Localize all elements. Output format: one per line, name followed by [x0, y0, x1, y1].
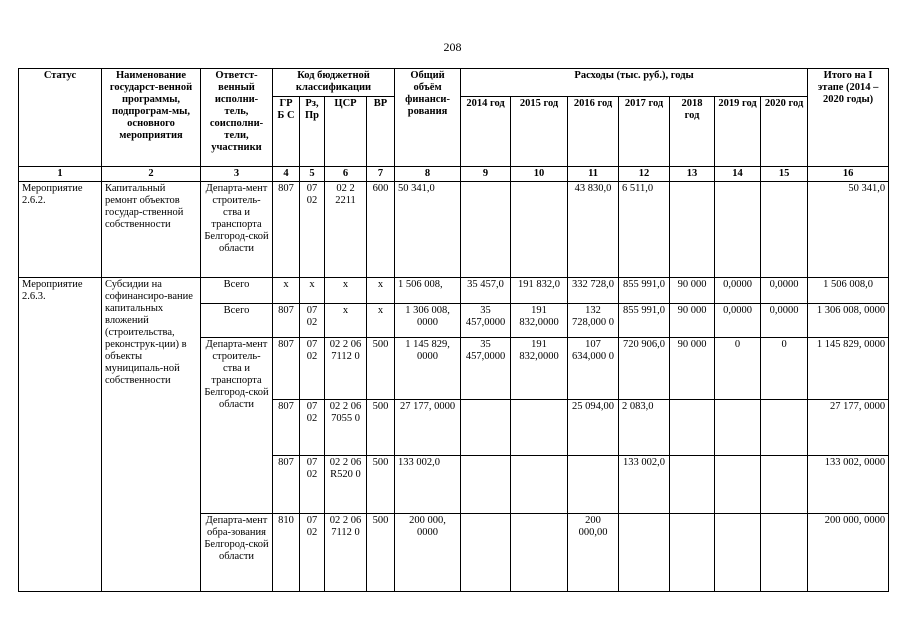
col-number: 5 [300, 167, 325, 182]
col-number: 7 [367, 167, 395, 182]
col-number: 3 [201, 167, 273, 182]
cell-2015: 191 832,0000 [511, 304, 568, 338]
header-stage-total: Итого на I этапе (2014 – 2020 годы) [808, 69, 889, 167]
cell-2014: 35 457,0000 [461, 338, 511, 400]
cell-2014 [461, 400, 511, 456]
cell-2017: 2 083,0 [619, 400, 670, 456]
col-number: 9 [461, 167, 511, 182]
header-grbs: ГРБ С [273, 97, 300, 167]
cell-2016 [568, 456, 619, 514]
cell-2015 [511, 400, 568, 456]
row-executor: Всего [201, 304, 273, 338]
row-program-name: Капитальный ремонт объектов государ-ственной собственности [102, 182, 201, 278]
header-year-2018: 2018 год [670, 97, 715, 167]
cell-grbs: 807 [273, 456, 300, 514]
header-year-2015: 2015 год [511, 97, 568, 167]
cell-vr: 500 [367, 514, 395, 592]
col-number: 13 [670, 167, 715, 182]
cell-2018: 90 000 [670, 304, 715, 338]
row-executor: Всего [201, 278, 273, 304]
header-year-2020: 2020 год [761, 97, 808, 167]
cell-2017: 855 991,0 [619, 304, 670, 338]
cell-rzpr: 07 02 [300, 182, 325, 278]
cell-2020: 0,0000 [761, 304, 808, 338]
cell-2017: 133 002,0 [619, 456, 670, 514]
cell-grbs: 807 [273, 304, 300, 338]
cell-vr: 500 [367, 456, 395, 514]
cell-rzpr: 07 02 [300, 400, 325, 456]
cell-2018 [670, 514, 715, 592]
col-number: 1 [19, 167, 102, 182]
cell-csr: 02 2 06 7112 0 [325, 514, 367, 592]
col-number: 4 [273, 167, 300, 182]
cell-rzpr: 07 02 [300, 456, 325, 514]
cell-2015: 191 832,0000 [511, 338, 568, 400]
cell-2016: 332 728,0 [568, 278, 619, 304]
cell-2015 [511, 514, 568, 592]
cell-stage-total: 1 506 008,0 [808, 278, 889, 304]
col-number: 16 [808, 167, 889, 182]
cell-2020 [761, 456, 808, 514]
cell-total: 1 506 008, [395, 278, 461, 304]
cell-2019: 0,0000 [715, 304, 761, 338]
row-status: Мероприятие 2.6.2. [19, 182, 102, 278]
cell-rzpr: 07 02 [300, 514, 325, 592]
cell-2014 [461, 456, 511, 514]
header-year-2017: 2017 год [619, 97, 670, 167]
cell-2017: 720 906,0 [619, 338, 670, 400]
cell-csr: 02 2 2211 [325, 182, 367, 278]
cell-csr: 02 2 06 7055 0 [325, 400, 367, 456]
header-expenses: Расходы (тыс. руб.), годы [461, 69, 808, 97]
header-csr: ЦСР [325, 97, 367, 167]
col-number: 6 [325, 167, 367, 182]
table-row [19, 278, 889, 304]
cell-2019: 0,0000 [715, 278, 761, 304]
col-number: 12 [619, 167, 670, 182]
cell-2018: 90 000 [670, 278, 715, 304]
cell-rzpr: 07 02 [300, 304, 325, 338]
col-number: 2 [102, 167, 201, 182]
header-status: Статус [19, 69, 102, 167]
cell-2018 [670, 456, 715, 514]
cell-vr: 500 [367, 338, 395, 400]
header-vr: ВР [367, 97, 395, 167]
cell-stage-total: 50 341,0 [808, 182, 889, 278]
cell-2016: 107 634,000 0 [568, 338, 619, 400]
cell-2020: 0 [761, 338, 808, 400]
cell-2015 [511, 456, 568, 514]
cell-total: 200 000, 0000 [395, 514, 461, 592]
header-program-name: Наименование государст-венной программы, подпрограм-мы, основного мероприятия [102, 69, 201, 167]
cell-total: 50 341,0 [395, 182, 461, 278]
cell-2019 [715, 182, 761, 278]
budget-table [18, 68, 889, 592]
cell-csr: х [325, 304, 367, 338]
cell-total: 1 306 008, 0000 [395, 304, 461, 338]
cell-2020 [761, 400, 808, 456]
cell-rzpr: 07 02 [300, 338, 325, 400]
cell-stage-total: 200 000, 0000 [808, 514, 889, 592]
cell-2018 [670, 400, 715, 456]
header-year-2016: 2016 год [568, 97, 619, 167]
row-executor: Департа-мент обра-зования Белгород-ской области [201, 514, 273, 592]
page-number: 208 [443, 40, 462, 54]
cell-rzpr: х [300, 278, 325, 304]
cell-grbs: х [273, 278, 300, 304]
cell-2016: 132 728,000 0 [568, 304, 619, 338]
cell-2014 [461, 514, 511, 592]
cell-2014 [461, 182, 511, 278]
cell-2015 [511, 182, 568, 278]
col-number: 15 [761, 167, 808, 182]
cell-stage-total: 133 002, 0000 [808, 456, 889, 514]
cell-2016: 43 830,0 [568, 182, 619, 278]
cell-2017: 855 991,0 [619, 278, 670, 304]
cell-2016: 200 000,00 [568, 514, 619, 592]
cell-2020 [761, 182, 808, 278]
cell-stage-total: 1 145 829, 0000 [808, 338, 889, 400]
cell-2020: 0,0000 [761, 278, 808, 304]
row-program-name: Субсидии на софинансиро-вание капитальных вложений (строительства, реконструк-ции) в объекты муниципаль-ной собственности [102, 278, 201, 592]
col-number: 11 [568, 167, 619, 182]
cell-2019 [715, 456, 761, 514]
cell-total: 133 002,0 [395, 456, 461, 514]
row-status: Мероприятие 2.6.3. [19, 278, 102, 592]
header-rzpr: Рз, Пр [300, 97, 325, 167]
cell-grbs: 807 [273, 400, 300, 456]
cell-2018 [670, 182, 715, 278]
column-number-row [19, 167, 889, 182]
cell-2015: 191 832,0 [511, 278, 568, 304]
cell-2018: 90 000 [670, 338, 715, 400]
cell-2019: 0 [715, 338, 761, 400]
cell-2020 [761, 514, 808, 592]
cell-stage-total: 1 306 008, 0000 [808, 304, 889, 338]
header-year-2019: 2019 год [715, 97, 761, 167]
header-budget-code: Код бюджетной классификации [273, 69, 395, 97]
header-total-funding: Общий объём финанси-рования [395, 69, 461, 167]
cell-2017: 6 511,0 [619, 182, 670, 278]
cell-2019 [715, 400, 761, 456]
cell-stage-total: 27 177, 0000 [808, 400, 889, 456]
cell-grbs: 810 [273, 514, 300, 592]
cell-vr: х [367, 278, 395, 304]
cell-vr: х [367, 304, 395, 338]
cell-grbs: 807 [273, 182, 300, 278]
cell-csr: 02 2 06 7112 0 [325, 338, 367, 400]
cell-csr: 02 2 06 R520 0 [325, 456, 367, 514]
col-number: 8 [395, 167, 461, 182]
cell-csr: х [325, 278, 367, 304]
cell-2014: 35 457,0000 [461, 304, 511, 338]
cell-total: 1 145 829, 0000 [395, 338, 461, 400]
cell-vr: 500 [367, 400, 395, 456]
cell-vr: 600 [367, 182, 395, 278]
header-year-2014: 2014 год [461, 97, 511, 167]
col-number: 14 [715, 167, 761, 182]
col-number: 10 [511, 167, 568, 182]
header-executor: Ответст-венный исполни-тель, соисполни-тели, участники [201, 69, 273, 167]
cell-2014: 35 457,0 [461, 278, 511, 304]
cell-grbs: 807 [273, 338, 300, 400]
cell-2016: 25 094,00 [568, 400, 619, 456]
row-executor: Департа-мент строитель-ства и транспорта Белгород-ской области [201, 182, 273, 278]
table-row [19, 182, 889, 278]
row-executor: Департа-мент строитель-ства и транспорта Белгород-ской области [201, 338, 273, 514]
cell-2017 [619, 514, 670, 592]
cell-total: 27 177, 0000 [395, 400, 461, 456]
cell-2019 [715, 514, 761, 592]
